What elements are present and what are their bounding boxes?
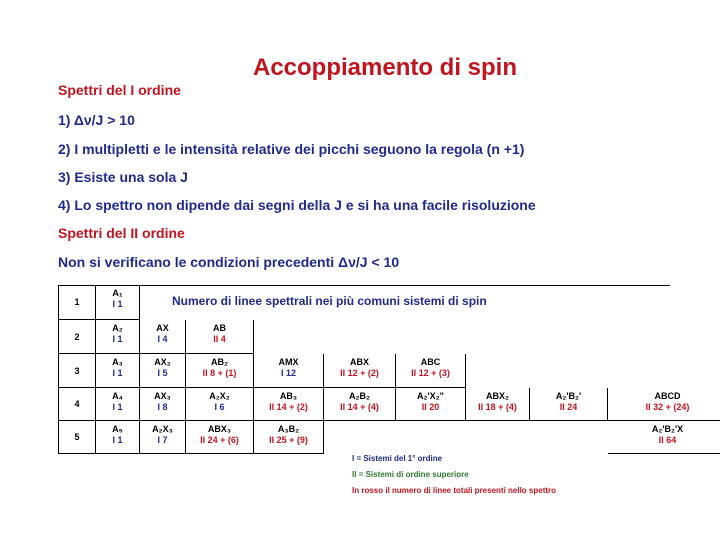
condition-text: Non si verificano le condizioni precedenti Δν/J < 10 [58,254,400,270]
spin-system-cell [96,320,140,354]
spin-system-name: AB₃ [279,391,298,401]
spin-system-cell [324,388,396,421]
spin-system-name: A₂B₂ [349,391,370,401]
line-count: I 1 [112,368,123,378]
line-count: II 12 + (2) [340,368,379,378]
spin-system-name: ABX₂ [485,391,509,401]
line-count: I 4 [157,334,168,344]
spin-system-cell [186,388,254,421]
spin-system-name: A₂'B₂' [555,391,582,401]
spin-system-cell [324,354,396,388]
line-count: II 24 + (6) [200,435,239,445]
item-1: 1) Δν/J > 10 [58,112,135,128]
spin-system-name: AX [156,323,169,333]
spin-system-name: A₂ [112,323,123,333]
spin-system-name: AB [213,323,226,333]
table-title: Numero di linee spettrali nei più comuni sistemi di spin [172,294,487,308]
spin-system-cell [254,421,324,454]
line-count: I 1 [112,334,123,344]
line-count: II 12 + (3) [411,368,450,378]
line-count: I 1 [112,402,123,412]
legend-red-note: In rosso il numero di linee totali presenti nello spettro [352,486,557,495]
line-count: II 4 [213,334,226,344]
line-count: II 24 [559,402,578,412]
item-4: 4) Lo spettro non dipende dai segni della J e si ha una facile risoluzione [58,197,536,213]
spin-system-cell [140,421,186,454]
row-number: 5 [58,421,96,454]
legend-higher-order: II = Sistemi di ordine superiore [352,470,469,479]
spin-system-cell [608,388,720,421]
spin-system-name: A₂X₂ [209,391,230,401]
spin-system-cell [140,320,186,354]
line-count: I 8 [157,402,168,412]
spin-system-cell [96,388,140,421]
spin-system-name: AX₂ [154,357,171,367]
line-count: I 7 [157,435,168,445]
spin-system-name: AX₃ [154,391,171,401]
spin-system-name: A₃B₂ [277,424,300,434]
spin-system-name: ABC [420,357,441,367]
spin-system-name: ABX [349,357,369,367]
item-3: 3) Esiste una sola J [58,169,188,185]
spin-system-name: A₄ [112,391,123,401]
line-count: I 1 [112,299,123,309]
spin-system-cell [530,388,608,421]
legend-first-order: I = Sistemi del 1° ordine [352,454,443,463]
spin-system-cell [396,354,466,388]
line-count: II 25 + (9) [269,435,308,445]
item-2: 2) I multipletti e le intensità relative dei picchi seguono la regola (n +1) [58,141,525,157]
spin-system-cell [396,388,466,421]
spin-system-cell [608,421,720,454]
line-count: II 32 + (24) [645,402,690,412]
spin-system-name: A₅ [112,424,123,434]
spin-system-name: A₂'X₂" [417,391,444,401]
section-first-order: Spettri del I ordine [58,82,181,98]
spin-system-cell [254,354,324,388]
spin-system-name: A₁ [112,288,123,298]
spin-system-cell [96,354,140,388]
spin-system-cell [96,421,140,454]
line-count: II 14 + (2) [269,402,308,412]
line-count: II 18 + (4) [478,402,517,412]
spin-system-name: ABX₃ [207,424,232,434]
slide-title: Accoppiamento di spin [252,54,518,81]
spin-system-name: AB₂ [211,357,228,367]
spin-system-name: A₃ [112,357,123,367]
spin-system-cell [96,285,140,320]
spin-system-cell [186,354,254,388]
section-second-order: Spettri del II ordine [58,225,185,241]
spin-system-name: A₂X₃ [152,424,173,434]
table-top-border [58,285,670,286]
spin-system-cell [254,388,324,421]
row-number: 4 [58,388,96,421]
line-count: I 6 [214,402,225,412]
spin-system-name: ABCD [654,391,681,401]
line-count: I 12 [280,368,296,378]
spin-system-cell [186,320,254,354]
line-count: I 5 [157,368,168,378]
line-count: II 8 + (1) [202,368,237,378]
row-number: 2 [58,320,96,354]
line-count: I 1 [112,435,123,445]
row-number: 3 [58,354,96,388]
spin-system-cell [140,354,186,388]
spin-system-cell [466,388,530,421]
spin-system-name: AMX [278,357,299,367]
row-number: 1 [58,285,96,320]
spin-system-name: A₂'B₂'X [651,424,684,434]
line-count: II 64 [658,435,677,445]
line-count: II 14 + (4) [340,402,379,412]
spin-system-cell [140,388,186,421]
line-count: II 20 [421,402,440,412]
spin-system-cell [186,421,254,454]
